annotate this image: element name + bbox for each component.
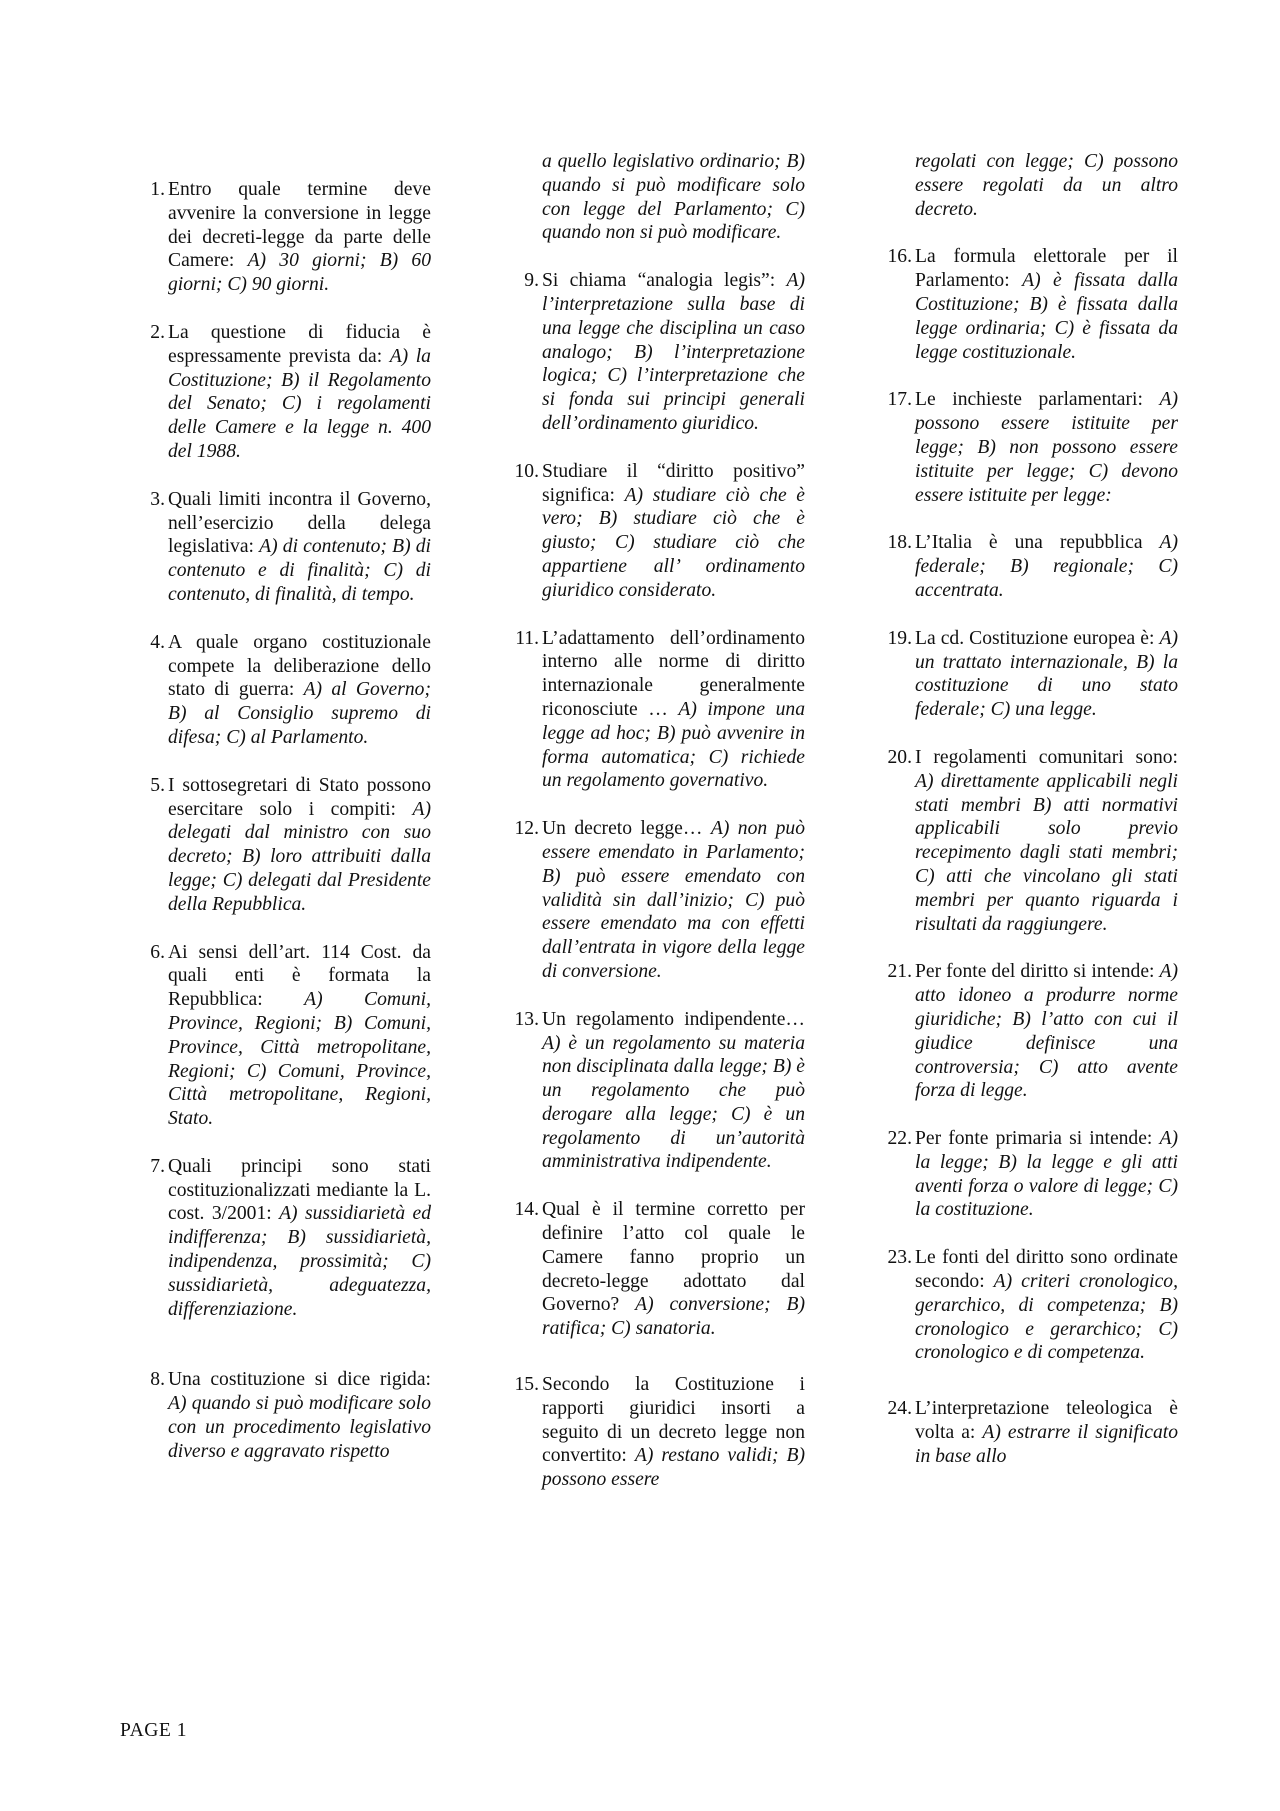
question-number: 21.: [887, 961, 912, 983]
question-stem: Ai sensi dell’art. 114 Cost. da quali enti è formata la Repubblica:: [168, 941, 431, 1011]
question-number: 24.: [887, 1398, 912, 1420]
question-18: [878, 531, 1178, 602]
question-number: 22.: [887, 1128, 912, 1150]
question-number: 15.: [514, 1374, 539, 1396]
question-stem: Si chiama “analogia legis”:: [542, 270, 787, 292]
question-stem: Quali principi sono stati costituzionalizzati mediante la L. cost. 3/2001:: [168, 1155, 431, 1225]
question-number: 6.: [150, 941, 165, 963]
question-options: A) la legge; B) la legge e gli atti aventi forza o valore di legge; C) la costituzione.: [915, 1128, 1178, 1221]
question-2: [131, 321, 431, 464]
question-12: [505, 817, 805, 984]
question-number: 4.: [150, 631, 165, 653]
question-options: A) quando si può modificare solo con un procedimento legislativo diverso e aggravato rispetto: [168, 1393, 431, 1462]
question-options: A) Comuni, Province, Regioni; B) Comuni, Province, Città metropolitane, Regioni; C) Comuni, Province, Città metropolitane, Regioni, Stato.: [168, 989, 432, 1130]
question-23: [878, 1246, 1178, 1365]
question-number: 8.: [150, 1369, 165, 1391]
question-options: A) conversione; B) ratifica; C) sanatoria.: [542, 1294, 805, 1340]
question-19: [878, 627, 1178, 722]
question-options: A) restano validi; B) possono essere: [542, 1445, 806, 1491]
question-options: A) direttamente applicabili negli stati membri B) atti normativi applicabili solo previo recepimento dagli stati membri; C) atti che vincolano gli stati membri per quanto riguarda i risultati da raggiungere.: [915, 770, 1178, 935]
question-4: [131, 631, 431, 750]
question-3: [131, 488, 431, 607]
question-14: [505, 1198, 805, 1341]
question-8-continuation: [505, 150, 805, 245]
question-options: A) atto idoneo a produrre norme giuridiche; B) l’atto con cui il giudice definisce una controversia; C) atto avente forza di legge.: [915, 961, 1178, 1102]
column-2: [505, 150, 805, 1516]
question-16: [878, 245, 1178, 364]
question-options: A) un trattato internazionale, B) la costituzione di uno stato federale; C) una legge.: [915, 627, 1178, 721]
question-8: [131, 1368, 431, 1463]
question-stem: Entro quale termine deve avvenire la conversione in legge dei decreti-legge da parte delle Camere:: [168, 179, 431, 272]
question-options: A) estrarre il significato in base allo: [915, 1422, 1178, 1467]
question-stem: I sottosegretari di Stato possono esercitare solo i compiti:: [168, 774, 431, 820]
question-15: [505, 1373, 805, 1492]
page-number: PAGE 1: [120, 1720, 188, 1741]
question-stem: Un regolamento indipendente…: [542, 1008, 805, 1030]
question-stem: Qual è il termine corretto per definire l’atto col quale le Camere fanno proprio un decreto-legge adottato dal Governo?: [542, 1199, 805, 1316]
question-15-continuation: [878, 150, 1178, 221]
page-footer: [120, 1720, 187, 1742]
question-stem: Per fonte del diritto si intende:: [915, 961, 1160, 983]
question-13: [505, 1008, 805, 1175]
question-7: [131, 1155, 431, 1322]
question-options: A) sussidiarietà ed indifferenza; B) sussidiarietà, indipendenza, prossimità; C) sussidiarietà, adeguatezza, differenziazione.: [168, 1203, 431, 1320]
question-number: 23.: [887, 1247, 912, 1269]
question-stem: L’Italia è una repubblica: [915, 532, 1160, 554]
continuation-text: regolati con legge; C) possono essere regolati da un altro decreto.: [915, 151, 1178, 220]
question-stem: Un decreto legge…: [542, 818, 711, 840]
question-17: [878, 388, 1178, 507]
question-20: [878, 746, 1178, 936]
question-stem: Studiare il “diritto positivo” significa:: [542, 460, 805, 506]
question-22: [878, 1127, 1178, 1222]
question-options: A) studiare ciò che è vero; B) studiare ciò che è giusto; C) studiare ciò che appartiene all’ ordinamento giuridico considerato.: [542, 484, 805, 601]
question-6: [131, 941, 431, 1131]
column-1: [131, 152, 431, 1488]
question-number: 2.: [150, 321, 165, 343]
continuation-text: a quello legislativo ordinario; B) quando si può modificare solo con legge del Parlamento; C) quando non si può modificare.: [542, 151, 805, 244]
question-stem: Per fonte primaria si intende:: [915, 1128, 1160, 1150]
question-24: [878, 1397, 1178, 1468]
question-21: [878, 960, 1178, 1103]
question-number: 17.: [887, 389, 912, 411]
question-stem: La questione di fiducia è espressamente prevista da:: [168, 321, 431, 367]
question-number: 16.: [887, 246, 912, 268]
question-number: 12.: [514, 818, 539, 840]
question-number: 9.: [524, 270, 539, 292]
question-number: 11.: [515, 627, 539, 649]
question-options: A) possono essere istituite per legge; B) non possono essere istituite per legge; C) devono essere istituite per legge:: [915, 389, 1178, 506]
question-stem: L’adattamento dell’ordinamento interno alle norme di diritto internazionale generalmente riconosciute …: [542, 627, 805, 720]
question-stem: Le inchieste parlamentari:: [915, 389, 1160, 411]
question-options: A) 30 giorni; B) 60 giorni; C) 90 giorni.: [168, 250, 431, 296]
question-stem: L’interpretazione teleologica è volta a:: [915, 1398, 1178, 1444]
question-number: 20.: [887, 746, 912, 768]
question-stem: La cd. Costituzione europea è:: [915, 627, 1160, 649]
question-9: [505, 269, 805, 436]
column-3: [878, 150, 1178, 1493]
question-options: A) di contenuto; B) di contenuto e di finalità; C) di contenuto, di finalità, di tempo.: [168, 536, 431, 605]
question-options: A) l’interpretazione sulla base di una legge che disciplina un caso analogo; B) l’interpretazione logica; C) l’interpretazione che si fonda sui principi generali dell’ordinamento giuridico.: [542, 270, 805, 434]
question-options: A) impone una legge ad hoc; B) può avvenire in forma automatica; C) richiede un regolamento governativo.: [542, 698, 805, 792]
question-number: 19.: [887, 627, 912, 649]
question-options: A) è un regolamento su materia non disciplinata dalla legge; B) è un regolamento che può derogare alla legge; C) è un regolamento di un’autorità amministrativa indipendente.: [542, 1032, 805, 1173]
question-stem: Quali limiti incontra il Governo, nell’esercizio della delega legislativa:: [168, 488, 431, 558]
question-stem: Le fonti del diritto sono ordinate secondo:: [915, 1247, 1178, 1293]
question-options: A) al Governo; B) al Consiglio supremo di difesa; C) al Parlamento.: [168, 679, 431, 748]
question-stem: Una costituzione si dice rigida:: [168, 1369, 431, 1391]
question-5: [131, 774, 431, 917]
question-number: 10.: [514, 460, 539, 482]
question-number: 1.: [150, 179, 165, 200]
question-number: 5.: [150, 774, 165, 796]
question-stem: I regolamenti comunitari sono:: [915, 746, 1178, 768]
question-1: [131, 178, 431, 297]
question-number: 3.: [150, 488, 165, 510]
question-10: [505, 460, 805, 603]
question-stem: A quale organo costituzionale compete la deliberazione dello stato di guerra:: [168, 631, 431, 701]
question-options: A) non può essere emendato in Parlamento; B) può essere emendato con validità sin dall’inizio; C) può essere emendato ma con effetti dall’entrata in vigore della legge di conversione.: [542, 818, 805, 982]
question-stem: La formula elettorale per il Parlamento:: [915, 246, 1178, 292]
question-options: A) federale; B) regionale; C) accentrata.: [915, 532, 1178, 601]
question-options: A) è fissata dalla Costituzione; B) è fissata dalla legge ordinaria; C) è fissata da legge costituzionale.: [915, 270, 1179, 363]
question-stem: Secondo la Costituzione i rapporti giuridici insorti a seguito di un decreto legge non convertito:: [542, 1374, 805, 1467]
question-options: A) la Costituzione; B) il Regolamento del Senato; C) i regolamenti delle Camere e la legge n. 400 del 1988.: [168, 345, 431, 462]
question-11: [505, 627, 805, 794]
question-number: 13.: [514, 1008, 539, 1030]
question-options: A) delegati dal ministro con suo decreto; B) loro attribuiti dalla legge; C) delegati dal Presidente della Repubblica.: [168, 798, 431, 915]
question-number: 14.: [514, 1199, 539, 1221]
question-number: 7.: [150, 1155, 165, 1177]
question-number: 18.: [887, 532, 912, 554]
question-options: A) criteri cronologico, gerarchico, di competenza; B) cronologico e gerarchico; C) cronologico e di competenza.: [915, 1271, 1178, 1364]
